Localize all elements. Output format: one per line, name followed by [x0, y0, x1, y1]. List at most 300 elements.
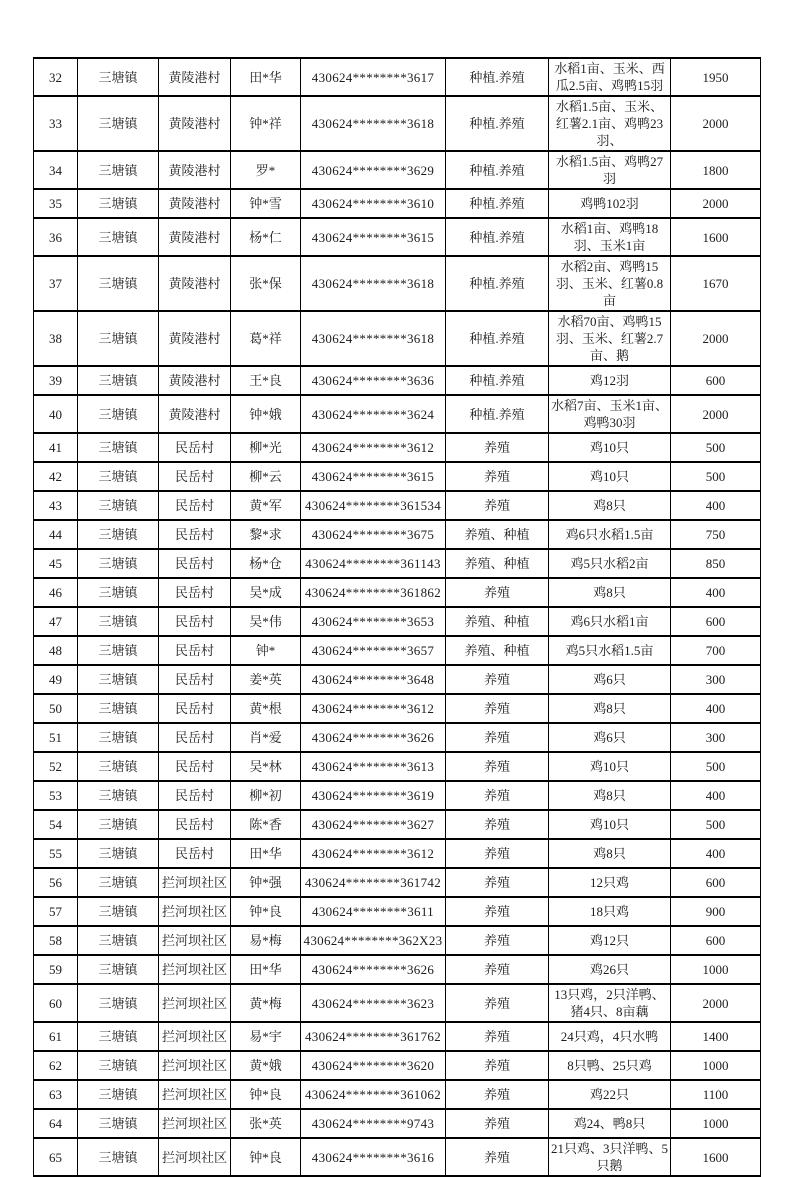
cell-amount: 600: [671, 868, 761, 897]
table-row: [34, 897, 761, 926]
cell-town: 三塘镇: [78, 694, 159, 723]
cell-row-number: 65: [34, 1138, 78, 1176]
cell-amount: 400: [671, 578, 761, 607]
cell-name: 罗*: [231, 151, 301, 189]
cell-village: 黄陵港村: [159, 366, 231, 395]
cell-village: 拦河坝社区: [159, 897, 231, 926]
cell-id-number: 430624********3623: [301, 984, 446, 1022]
cell-village: 民岳村: [159, 520, 231, 549]
cell-row-number: 32: [34, 58, 78, 96]
cell-type: 养殖: [446, 1080, 549, 1109]
table-row: [34, 311, 761, 366]
cell-row-number: 38: [34, 311, 78, 366]
cell-type: 种植.养殖: [446, 189, 549, 218]
cell-type: 养殖: [446, 781, 549, 810]
cell-village: 民岳村: [159, 549, 231, 578]
cell-id-number: 430624********361862: [301, 578, 446, 607]
table-row: [34, 926, 761, 955]
cell-row-number: 51: [34, 723, 78, 752]
cell-amount: 2000: [671, 189, 761, 218]
cell-type: 养殖: [446, 578, 549, 607]
cell-town: 三塘镇: [78, 897, 159, 926]
cell-amount: 1670: [671, 256, 761, 311]
cell-town: 三塘镇: [78, 781, 159, 810]
cell-town: 三塘镇: [78, 491, 159, 520]
cell-town: 三塘镇: [78, 462, 159, 491]
cell-id-number: 430624********9743: [301, 1109, 446, 1138]
cell-name: 黄*梅: [231, 984, 301, 1022]
cell-row-number: 57: [34, 897, 78, 926]
cell-name: 王*良: [231, 366, 301, 395]
cell-detail: 鸡鸭102羽: [549, 189, 671, 218]
cell-village: 黄陵港村: [159, 58, 231, 96]
cell-name: 柳*云: [231, 462, 301, 491]
cell-type: 养殖: [446, 1051, 549, 1080]
cell-type: 养殖、种植: [446, 607, 549, 636]
cell-detail: 水稻70亩、鸡鸭15羽、玉米、红薯2.7亩、鹅: [549, 311, 671, 366]
cell-detail: 鸡10只: [549, 462, 671, 491]
cell-type: 种植.养殖: [446, 311, 549, 366]
cell-town: 三塘镇: [78, 607, 159, 636]
cell-detail: 鸡6只水稻1亩: [549, 607, 671, 636]
table-row: [34, 549, 761, 578]
cell-detail: 18只鸡: [549, 897, 671, 926]
cell-detail: 鸡6只水稻1.5亩: [549, 520, 671, 549]
table-row: [34, 752, 761, 781]
cell-village: 黄陵港村: [159, 256, 231, 311]
cell-town: 三塘镇: [78, 839, 159, 868]
cell-type: 养殖: [446, 926, 549, 955]
cell-id-number: 430624********3626: [301, 723, 446, 752]
cell-name: 陈*香: [231, 810, 301, 839]
cell-town: 三塘镇: [78, 311, 159, 366]
cell-row-number: 64: [34, 1109, 78, 1138]
table-row: [34, 256, 761, 311]
cell-town: 三塘镇: [78, 1080, 159, 1109]
cell-detail: 水稻2亩、鸡鸭15羽、玉米、红薯0.8亩: [549, 256, 671, 311]
cell-amount: 1400: [671, 1022, 761, 1051]
cell-name: 葛*祥: [231, 311, 301, 366]
cell-type: 养殖: [446, 433, 549, 462]
cell-row-number: 46: [34, 578, 78, 607]
cell-detail: 鸡24、鸭8只: [549, 1109, 671, 1138]
cell-id-number: 430624********3613: [301, 752, 446, 781]
cell-detail: 水稻1.5亩、玉米、红薯2.1亩、鸡鸭23羽、: [549, 96, 671, 151]
cell-type: 种植.养殖: [446, 96, 549, 151]
cell-town: 三塘镇: [78, 395, 159, 433]
cell-detail: 24只鸡，4只水鸭: [549, 1022, 671, 1051]
cell-row-number: 56: [34, 868, 78, 897]
cell-detail: 鸡26只: [549, 955, 671, 984]
cell-id-number: 430624********3618: [301, 96, 446, 151]
cell-type: 养殖: [446, 984, 549, 1022]
table-row: [34, 189, 761, 218]
cell-name: 黄*根: [231, 694, 301, 723]
cell-row-number: 50: [34, 694, 78, 723]
cell-id-number: 430624********3626: [301, 955, 446, 984]
table-row: [34, 1080, 761, 1109]
table-row: [34, 781, 761, 810]
cell-amount: 400: [671, 491, 761, 520]
cell-detail: 鸡5只水稻1.5亩: [549, 636, 671, 665]
cell-amount: 300: [671, 665, 761, 694]
table-row: [34, 1109, 761, 1138]
cell-row-number: 37: [34, 256, 78, 311]
cell-village: 民岳村: [159, 665, 231, 694]
cell-amount: 500: [671, 810, 761, 839]
cell-name: 柳*初: [231, 781, 301, 810]
cell-row-number: 62: [34, 1051, 78, 1080]
cell-village: 民岳村: [159, 462, 231, 491]
cell-type: 养殖: [446, 694, 549, 723]
cell-town: 三塘镇: [78, 1022, 159, 1051]
cell-type: 养殖: [446, 839, 549, 868]
cell-row-number: 59: [34, 955, 78, 984]
cell-name: 钟*雪: [231, 189, 301, 218]
cell-type: 养殖: [446, 1109, 549, 1138]
cell-town: 三塘镇: [78, 218, 159, 256]
cell-name: 黄*娥: [231, 1051, 301, 1080]
cell-id-number: 430624********3612: [301, 839, 446, 868]
cell-village: 拦河坝社区: [159, 926, 231, 955]
cell-town: 三塘镇: [78, 58, 159, 96]
cell-detail: 水稻7亩、玉米1亩、鸡鸭30羽: [549, 395, 671, 433]
cell-amount: 600: [671, 926, 761, 955]
cell-id-number: 430624********3612: [301, 433, 446, 462]
cell-town: 三塘镇: [78, 926, 159, 955]
table-body: [34, 58, 761, 1176]
table-row: [34, 984, 761, 1022]
cell-name: 钟*良: [231, 1080, 301, 1109]
cell-detail: 水稻1亩、鸡鸭18羽、玉米1亩: [549, 218, 671, 256]
table-row: [34, 520, 761, 549]
cell-type: 养殖: [446, 868, 549, 897]
table-row: [34, 665, 761, 694]
cell-id-number: 430624********3636: [301, 366, 446, 395]
cell-amount: 400: [671, 839, 761, 868]
cell-row-number: 61: [34, 1022, 78, 1051]
table-row: [34, 58, 761, 96]
subsidy-table: [33, 57, 761, 1177]
cell-village: 黄陵港村: [159, 189, 231, 218]
cell-detail: 鸡10只: [549, 433, 671, 462]
cell-name: 吴*伟: [231, 607, 301, 636]
cell-town: 三塘镇: [78, 810, 159, 839]
cell-amount: 1600: [671, 1138, 761, 1176]
cell-town: 三塘镇: [78, 189, 159, 218]
cell-detail: 鸡8只: [549, 781, 671, 810]
cell-id-number: 430624********3657: [301, 636, 446, 665]
cell-row-number: 36: [34, 218, 78, 256]
cell-detail: 21只鸡、3只洋鸭、5只鹅: [549, 1138, 671, 1176]
cell-id-number: 430624********3617: [301, 58, 446, 96]
cell-amount: 400: [671, 694, 761, 723]
table-row: [34, 1022, 761, 1051]
cell-village: 拦河坝社区: [159, 955, 231, 984]
cell-detail: 鸡5只水稻2亩: [549, 549, 671, 578]
cell-id-number: 430624********361534: [301, 491, 446, 520]
cell-detail: 鸡12羽: [549, 366, 671, 395]
cell-village: 民岳村: [159, 578, 231, 607]
cell-row-number: 40: [34, 395, 78, 433]
cell-detail: 鸡8只: [549, 694, 671, 723]
cell-village: 黄陵港村: [159, 151, 231, 189]
cell-name: 田*华: [231, 955, 301, 984]
table-row: [34, 218, 761, 256]
cell-village: 民岳村: [159, 781, 231, 810]
table-row: [34, 607, 761, 636]
cell-id-number: 430624********3611: [301, 897, 446, 926]
cell-amount: 1000: [671, 1109, 761, 1138]
cell-type: 种植.养殖: [446, 151, 549, 189]
cell-amount: 500: [671, 752, 761, 781]
cell-detail: 鸡6只: [549, 665, 671, 694]
cell-name: 肖*爱: [231, 723, 301, 752]
cell-row-number: 60: [34, 984, 78, 1022]
table-row: [34, 955, 761, 984]
cell-row-number: 55: [34, 839, 78, 868]
cell-detail: 13只鸡，2只洋鸭、猪4只、8亩藕: [549, 984, 671, 1022]
cell-type: 养殖: [446, 1138, 549, 1176]
cell-type: 养殖: [446, 491, 549, 520]
table-row: [34, 1138, 761, 1176]
cell-name: 易*宇: [231, 1022, 301, 1051]
cell-amount: 700: [671, 636, 761, 665]
cell-id-number: 430624********3627: [301, 810, 446, 839]
cell-id-number: 430624********361742: [301, 868, 446, 897]
cell-town: 三塘镇: [78, 665, 159, 694]
cell-type: 养殖: [446, 810, 549, 839]
cell-amount: 2000: [671, 311, 761, 366]
cell-village: 拦河坝社区: [159, 1109, 231, 1138]
cell-amount: 600: [671, 366, 761, 395]
cell-town: 三塘镇: [78, 984, 159, 1022]
cell-name: 田*华: [231, 58, 301, 96]
table-row: [34, 810, 761, 839]
cell-village: 民岳村: [159, 607, 231, 636]
cell-detail: 鸡10只: [549, 752, 671, 781]
cell-town: 三塘镇: [78, 520, 159, 549]
cell-type: 养殖: [446, 462, 549, 491]
cell-detail: 鸡8只: [549, 491, 671, 520]
table-row: [34, 151, 761, 189]
cell-row-number: 44: [34, 520, 78, 549]
cell-id-number: 430624********3612: [301, 694, 446, 723]
cell-type: 种植.养殖: [446, 366, 549, 395]
cell-type: 养殖、种植: [446, 636, 549, 665]
cell-town: 三塘镇: [78, 96, 159, 151]
cell-name: 杨*仁: [231, 218, 301, 256]
document-page: [33, 57, 760, 1177]
cell-amount: 500: [671, 433, 761, 462]
cell-town: 三塘镇: [78, 549, 159, 578]
cell-type: 养殖、种植: [446, 520, 549, 549]
cell-id-number: 430624********3618: [301, 256, 446, 311]
cell-type: 养殖: [446, 665, 549, 694]
cell-town: 三塘镇: [78, 151, 159, 189]
cell-amount: 2000: [671, 984, 761, 1022]
cell-village: 民岳村: [159, 491, 231, 520]
cell-town: 三塘镇: [78, 752, 159, 781]
cell-name: 黎*求: [231, 520, 301, 549]
table-row: [34, 395, 761, 433]
cell-amount: 2000: [671, 96, 761, 151]
cell-id-number: 430624********3618: [301, 311, 446, 366]
cell-village: 民岳村: [159, 752, 231, 781]
cell-village: 民岳村: [159, 433, 231, 462]
cell-id-number: 430624********3615: [301, 462, 446, 491]
cell-type: 种植.养殖: [446, 58, 549, 96]
table-row: [34, 1051, 761, 1080]
cell-detail: 12只鸡: [549, 868, 671, 897]
table-row: [34, 366, 761, 395]
cell-type: 种植.养殖: [446, 395, 549, 433]
cell-name: 钟*娥: [231, 395, 301, 433]
cell-id-number: 430624********361062: [301, 1080, 446, 1109]
cell-town: 三塘镇: [78, 433, 159, 462]
cell-amount: 600: [671, 607, 761, 636]
cell-name: 姜*英: [231, 665, 301, 694]
cell-row-number: 52: [34, 752, 78, 781]
cell-village: 黄陵港村: [159, 395, 231, 433]
cell-name: 钟*祥: [231, 96, 301, 151]
table-row: [34, 694, 761, 723]
cell-name: 吴*林: [231, 752, 301, 781]
cell-amount: 1600: [671, 218, 761, 256]
cell-name: 易*梅: [231, 926, 301, 955]
cell-id-number: 430624********362X23: [301, 926, 446, 955]
cell-detail: 水稻1.5亩、鸡鸭27羽: [549, 151, 671, 189]
cell-detail: 鸡6只: [549, 723, 671, 752]
cell-name: 黄*军: [231, 491, 301, 520]
cell-detail: 鸡12只: [549, 926, 671, 955]
cell-village: 民岳村: [159, 839, 231, 868]
cell-row-number: 33: [34, 96, 78, 151]
cell-amount: 2000: [671, 395, 761, 433]
cell-village: 民岳村: [159, 723, 231, 752]
cell-type: 养殖: [446, 752, 549, 781]
cell-detail: 水稻1亩、玉米、西瓜2.5亩、鸡鸭15羽: [549, 58, 671, 96]
cell-row-number: 39: [34, 366, 78, 395]
cell-name: 钟*强: [231, 868, 301, 897]
cell-type: 养殖、种植: [446, 549, 549, 578]
cell-town: 三塘镇: [78, 868, 159, 897]
cell-id-number: 430624********3619: [301, 781, 446, 810]
cell-row-number: 34: [34, 151, 78, 189]
cell-village: 民岳村: [159, 810, 231, 839]
cell-name: 张*保: [231, 256, 301, 311]
cell-amount: 1100: [671, 1080, 761, 1109]
table-row: [34, 462, 761, 491]
cell-detail: 鸡22只: [549, 1080, 671, 1109]
cell-row-number: 53: [34, 781, 78, 810]
cell-name: 杨*仓: [231, 549, 301, 578]
cell-id-number: 430624********3616: [301, 1138, 446, 1176]
cell-village: 黄陵港村: [159, 96, 231, 151]
table-row: [34, 636, 761, 665]
cell-detail: 鸡8只: [549, 839, 671, 868]
table-row: [34, 433, 761, 462]
cell-amount: 1000: [671, 955, 761, 984]
cell-town: 三塘镇: [78, 955, 159, 984]
cell-id-number: 430624********3629: [301, 151, 446, 189]
cell-name: 柳*光: [231, 433, 301, 462]
cell-row-number: 48: [34, 636, 78, 665]
cell-type: 养殖: [446, 723, 549, 752]
cell-town: 三塘镇: [78, 578, 159, 607]
cell-village: 民岳村: [159, 694, 231, 723]
cell-amount: 300: [671, 723, 761, 752]
cell-row-number: 47: [34, 607, 78, 636]
cell-amount: 1950: [671, 58, 761, 96]
table-row: [34, 578, 761, 607]
cell-row-number: 58: [34, 926, 78, 955]
cell-amount: 750: [671, 520, 761, 549]
cell-village: 拦河坝社区: [159, 1022, 231, 1051]
cell-amount: 500: [671, 462, 761, 491]
cell-amount: 1800: [671, 151, 761, 189]
cell-town: 三塘镇: [78, 256, 159, 311]
cell-row-number: 41: [34, 433, 78, 462]
cell-name: 张*英: [231, 1109, 301, 1138]
cell-detail: 鸡8只: [549, 578, 671, 607]
cell-village: 拦河坝社区: [159, 1051, 231, 1080]
cell-name: 钟*良: [231, 897, 301, 926]
cell-village: 黄陵港村: [159, 218, 231, 256]
cell-detail: 鸡10只: [549, 810, 671, 839]
cell-village: 拦河坝社区: [159, 868, 231, 897]
cell-village: 民岳村: [159, 636, 231, 665]
cell-amount: 850: [671, 549, 761, 578]
cell-type: 种植.养殖: [446, 256, 549, 311]
cell-detail: 8只鸭、25只鸡: [549, 1051, 671, 1080]
cell-row-number: 63: [34, 1080, 78, 1109]
cell-id-number: 430624********3610: [301, 189, 446, 218]
cell-id-number: 430624********361762: [301, 1022, 446, 1051]
cell-town: 三塘镇: [78, 636, 159, 665]
cell-name: 吴*成: [231, 578, 301, 607]
cell-type: 种植.养殖: [446, 218, 549, 256]
cell-town: 三塘镇: [78, 1051, 159, 1080]
cell-type: 养殖: [446, 897, 549, 926]
table-row: [34, 868, 761, 897]
cell-id-number: 430624********3648: [301, 665, 446, 694]
cell-village: 黄陵港村: [159, 311, 231, 366]
cell-id-number: 430624********361143: [301, 549, 446, 578]
cell-village: 拦河坝社区: [159, 1138, 231, 1176]
cell-town: 三塘镇: [78, 1138, 159, 1176]
cell-id-number: 430624********3615: [301, 218, 446, 256]
cell-town: 三塘镇: [78, 723, 159, 752]
table-row: [34, 723, 761, 752]
cell-row-number: 49: [34, 665, 78, 694]
cell-town: 三塘镇: [78, 366, 159, 395]
cell-amount: 900: [671, 897, 761, 926]
cell-row-number: 42: [34, 462, 78, 491]
table-row: [34, 96, 761, 151]
cell-id-number: 430624********3624: [301, 395, 446, 433]
cell-name: 田*华: [231, 839, 301, 868]
table-row: [34, 491, 761, 520]
cell-amount: 400: [671, 781, 761, 810]
cell-row-number: 35: [34, 189, 78, 218]
table-row: [34, 839, 761, 868]
cell-amount: 1000: [671, 1051, 761, 1080]
cell-id-number: 430624********3653: [301, 607, 446, 636]
cell-id-number: 430624********3620: [301, 1051, 446, 1080]
cell-type: 养殖: [446, 1022, 549, 1051]
cell-town: 三塘镇: [78, 1109, 159, 1138]
